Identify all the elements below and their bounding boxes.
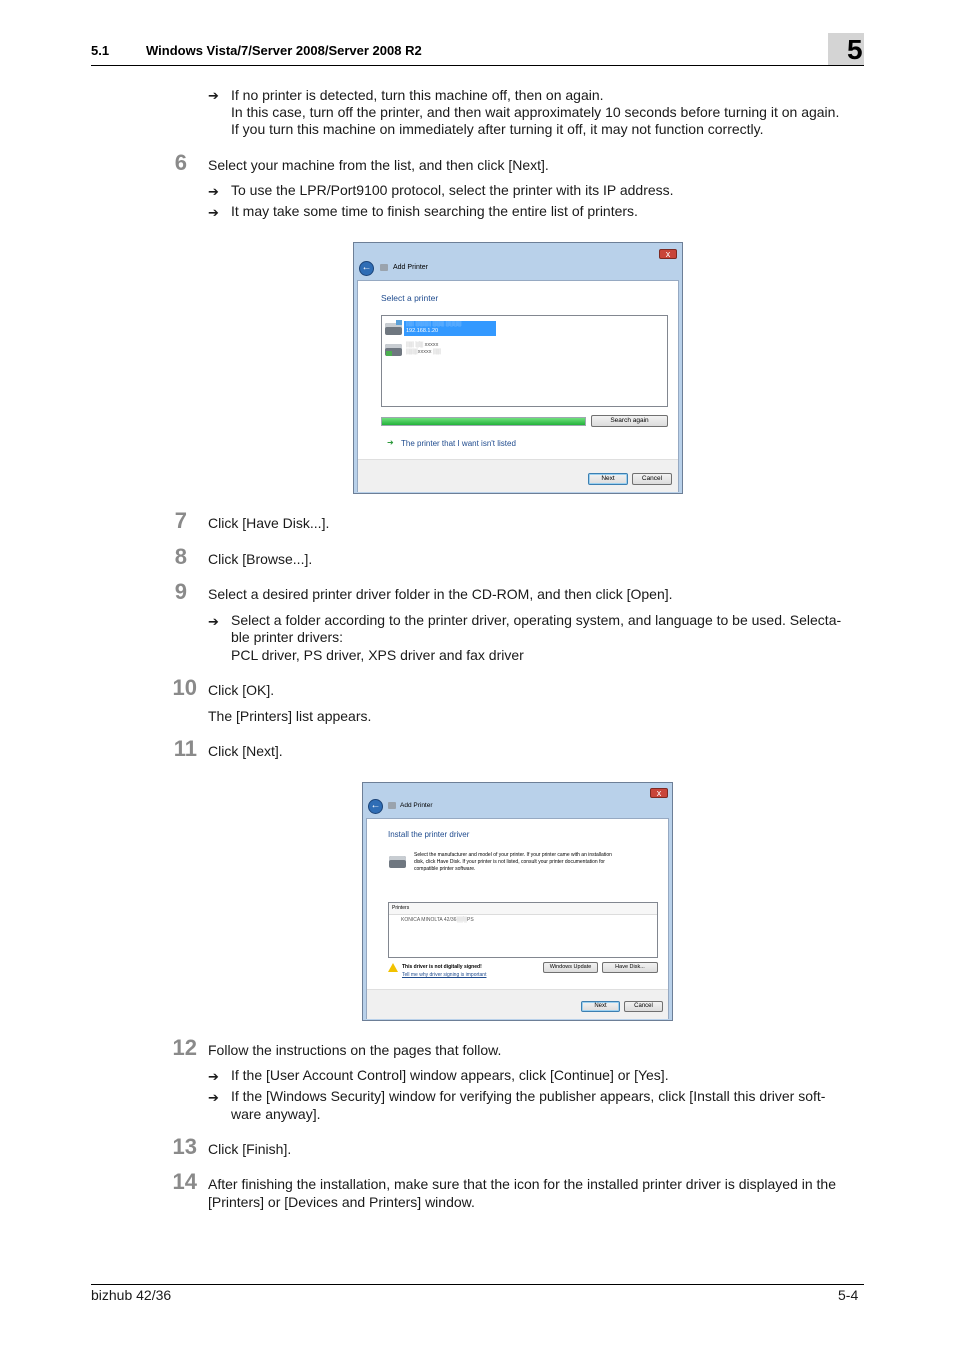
- note-line: It may take some time to finish searching the entire list of printers.: [231, 203, 638, 219]
- step-text: Follow the instructions on the pages that follow.: [208, 1042, 502, 1058]
- section-number: 5.1: [91, 43, 110, 58]
- cancel-button[interactable]: Cancel: [624, 1001, 663, 1012]
- section-title: Windows Vista/7/Server 2008/Server 2008 R2: [146, 43, 422, 58]
- printers-list[interactable]: [388, 902, 658, 958]
- list-item[interactable]: KONICA MINOLTA 42/36░░░PS: [401, 917, 474, 923]
- driver-signing-link[interactable]: Tell me why driver signing is important: [402, 972, 487, 978]
- green-arrow-icon: ➜: [387, 438, 394, 447]
- note-line: To use the LPR/Port9100 protocol, select the printer with its IP address.: [231, 182, 674, 198]
- step-text: Click [Finish].: [208, 1141, 292, 1157]
- step-text: After finishing the installation, make sure that the icon for the installed printer driver is displayed in the: [208, 1176, 836, 1192]
- search-progress-bar: [381, 417, 586, 426]
- step-number: 8: [174, 544, 187, 569]
- note-line: In this case, turn off the printer, and then wait approximately 10 seconds before turning it on again.: [231, 104, 840, 120]
- note-line: ware anyway].: [231, 1106, 321, 1122]
- next-button[interactable]: Next: [588, 473, 628, 485]
- step-number: 13: [172, 1134, 197, 1159]
- arrow-icon: ➔: [208, 205, 219, 220]
- add-printer-dialog-driver: [362, 782, 673, 1021]
- description-line: compatible printer software.: [414, 866, 476, 872]
- step-number: 9: [174, 579, 187, 604]
- windows-update-button[interactable]: Windows Update: [543, 962, 598, 973]
- search-again-button[interactable]: Search again: [591, 415, 668, 427]
- warning-icon: [388, 963, 398, 972]
- footer-page-number: 5-4: [838, 1287, 859, 1303]
- step-number: 14: [172, 1169, 197, 1194]
- printer-address: ░░░xxxxx ░░: [406, 349, 441, 355]
- arrow-icon: ➔: [208, 1090, 219, 1105]
- note-line: If the [User Account Control] window appears, click [Continue] or [Yes].: [231, 1067, 669, 1083]
- footer-rule: [91, 1284, 864, 1285]
- unsigned-warning: This driver is not digitally signed!: [402, 964, 482, 970]
- printer-list[interactable]: [381, 315, 668, 407]
- note-line: If no printer is detected, turn this machine off, then on again.: [231, 87, 604, 103]
- back-arrow-icon[interactable]: ←: [368, 799, 383, 814]
- dialog-heading: Install the printer driver: [388, 830, 470, 839]
- note-line: If the [Windows Security] window for verifying the publisher appears, click [Install this driver soft-: [231, 1088, 826, 1104]
- list-item[interactable]: [384, 341, 496, 358]
- step-text: Select your machine from the list, and then click [Next].: [208, 157, 549, 173]
- dialog-body: [357, 280, 679, 492]
- arrow-icon: ➔: [208, 614, 219, 629]
- have-disk-button[interactable]: Have Disk...: [602, 962, 658, 973]
- close-button[interactable]: x: [650, 788, 668, 798]
- next-button[interactable]: Next: [581, 1001, 620, 1012]
- list-header: [389, 903, 657, 915]
- printer-small-icon: [380, 264, 388, 271]
- note-line: ble printer drivers:: [231, 629, 344, 645]
- footer-product: bizhub 42/36: [91, 1287, 172, 1303]
- step-number: 11: [173, 736, 197, 761]
- step-text: Select a desired printer driver folder in the CD-ROM, and then click [Open].: [208, 586, 673, 602]
- step-subtext: The [Printers] list appears.: [208, 708, 372, 724]
- add-printer-dialog-select: [353, 242, 683, 494]
- close-button[interactable]: x: [659, 249, 677, 259]
- cancel-button[interactable]: Cancel: [632, 473, 672, 485]
- printer-small-icon: [388, 802, 396, 809]
- list-header-label: Printers: [392, 905, 410, 911]
- note-line: PCL driver, PS driver, XPS driver and fax driver: [231, 647, 524, 663]
- chapter-number: 5: [847, 34, 863, 65]
- list-item[interactable]: [384, 320, 496, 337]
- back-arrow-icon[interactable]: ←: [359, 261, 374, 276]
- note-line: Select a folder according to the printer driver, operating system, and language to be used. Selecta-: [231, 612, 842, 628]
- description-line: Select the manufacturer and model of your printer. If your printer came with an installation: [414, 852, 612, 858]
- printer-name: ░░ ░░ xxxxx: [406, 342, 439, 348]
- arrow-icon: ➔: [208, 184, 219, 199]
- dialog-body: [366, 818, 669, 1019]
- printer-not-listed-link[interactable]: The printer that I want isn't listed: [401, 439, 516, 448]
- step-number: 12: [172, 1035, 197, 1060]
- description-line: disk, click Have Disk. If your printer is not listed, consult your printer documentation for: [414, 859, 605, 865]
- dialog-title: Add Printer: [393, 264, 429, 271]
- step-text: Click [OK].: [208, 682, 275, 698]
- arrow-icon: ➔: [208, 1069, 219, 1084]
- progress-fill: [382, 418, 585, 425]
- header-rule: [91, 65, 864, 66]
- printer-icon: [389, 856, 406, 868]
- step-text: [Printers] or [Devices and Printers] window.: [208, 1194, 475, 1210]
- note-line: If you turn this machine on immediately after turning it off, it may not function correctly.: [231, 121, 764, 137]
- printer-address: 192.168.1.20: [406, 328, 439, 334]
- step-number: 10: [172, 675, 197, 700]
- dialog-title: Add Printer: [400, 802, 433, 809]
- dialog-footer: [367, 989, 668, 1019]
- arrow-icon: ➔: [208, 88, 219, 103]
- step-text: Click [Next].: [208, 743, 283, 759]
- step-number: 6: [174, 150, 187, 175]
- network-icon: [386, 351, 392, 356]
- network-icon: [396, 320, 402, 325]
- step-text: Click [Browse...].: [208, 551, 313, 567]
- step-number: 7: [174, 508, 187, 533]
- dialog-footer: [358, 459, 678, 492]
- printer-name: ░░ ░░░░ ░░░ ░░░░: [406, 321, 462, 327]
- dialog-heading: Select a printer: [381, 293, 439, 303]
- step-text: Click [Have Disk...].: [208, 515, 330, 531]
